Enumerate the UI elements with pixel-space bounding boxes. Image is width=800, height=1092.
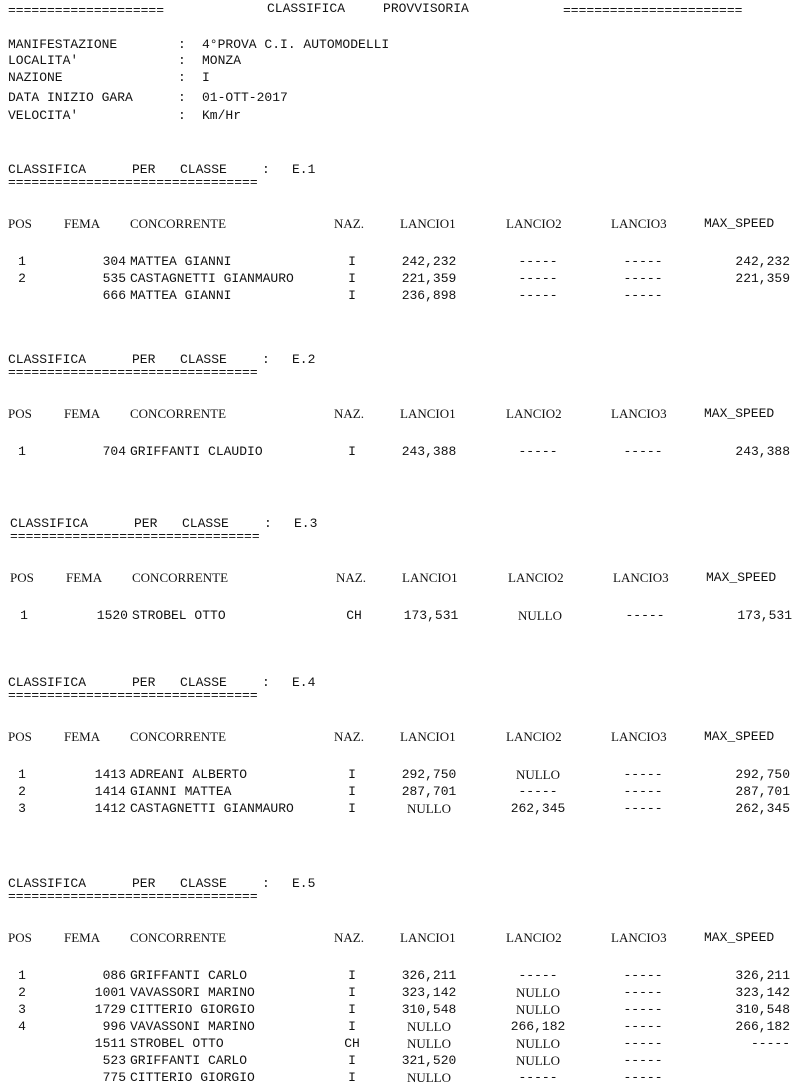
class-code: E.4 <box>292 675 316 690</box>
table-row: 666 MATTEA GIANNI I 236,898 ----- ----- <box>102 288 663 303</box>
col-lancio2: LANCIO2 <box>506 729 562 744</box>
class-section-e4 <box>8 675 798 835</box>
table-row: 775 CITTERIO GIORGIO I NULLO ----- ----- <box>102 1070 663 1085</box>
col-pos: POS <box>8 406 32 421</box>
meta-label: MANIFESTAZIONE <box>8 37 118 52</box>
title-word-provvisoria: PROVVISORIA <box>383 1 469 16</box>
meta-row-data-inizio: DATA INIZIO GARA : 01-OTT-2017 <box>8 90 288 105</box>
col-max-speed: MAX_SPEED <box>704 729 775 744</box>
col-concorrente: CONCORRENTE <box>130 729 227 744</box>
table-row: 2 1414 GIANNI MATTEA I 287,701 ----- ----- 287,701 <box>18 784 790 799</box>
col-pos: POS <box>8 729 32 744</box>
col-pos: POS <box>8 930 32 945</box>
class-code: E.3 <box>294 516 318 531</box>
section-heading: CLASSIFICA PER CLASSE : E.2 <box>8 352 316 367</box>
col-concorrente: CONCORRENTE <box>130 930 227 945</box>
results-rows <box>8 444 798 461</box>
column-header-row <box>8 729 798 744</box>
table-row: 1 086 GRIFFANTI CARLO I 326,211 ----- ----- 326,211 <box>18 968 790 983</box>
table-row: 1 704 GRIFFANTI CLAUDIO I 243,388 ----- ----- 243,388 <box>18 444 790 459</box>
col-max-speed: MAX_SPEED <box>706 570 777 585</box>
meta-row-nazione: NAZIONE : I <box>8 70 210 85</box>
column-header-row <box>8 930 798 945</box>
meta-label: DATA INIZIO GARA <box>8 90 133 105</box>
meta-row-manifestazione: MANIFESTAZIONE : 4°PROVA C.I. AUTOMODELLI <box>8 37 390 52</box>
col-naz: NAZ. <box>334 216 364 231</box>
meta-label: NAZIONE <box>8 70 63 85</box>
table-row: 1511 STROBEL OTTO CH NULLO NULLO ----- ----- <box>94 1036 790 1051</box>
meta-value: MONZA <box>202 53 242 68</box>
col-naz: NAZ. <box>334 729 364 744</box>
col-fema: FEMA <box>64 406 101 421</box>
meta-value: 4°PROVA C.I. AUTOMODELLI <box>202 37 390 52</box>
page-title <box>267 1 469 16</box>
col-naz: NAZ. <box>336 570 366 585</box>
table-row: 2 1001 VAVASSORI MARINO I 323,142 NULLO ----- 323,142 <box>18 985 790 1000</box>
col-fema: FEMA <box>64 216 101 231</box>
col-lancio2: LANCIO2 <box>506 216 562 231</box>
section-heading: CLASSIFICA PER CLASSE : E.4 <box>8 675 316 690</box>
col-lancio2: LANCIO2 <box>508 570 564 585</box>
col-lancio3: LANCIO3 <box>611 729 667 744</box>
table-row: 2 535 CASTAGNETTI GIANMAURO I 221,359 ----- ----- 221,359 <box>18 271 790 286</box>
section-rule: ================================ <box>8 365 258 380</box>
column-header-row <box>10 570 800 585</box>
class-section-e3 <box>10 516 800 676</box>
col-naz: NAZ. <box>334 930 364 945</box>
col-fema: FEMA <box>64 729 101 744</box>
table-row: 1 1520 STROBEL OTTO CH 173,531 NULLO ----- 173,531 <box>20 608 792 623</box>
col-pos: POS <box>10 570 34 585</box>
table-row: 3 1412 CASTAGNETTI GIANMAURO I NULLO 262,345 ----- 262,345 <box>18 801 790 816</box>
table-row: 4 996 VAVASSONI MARINO I NULLO 266,182 ----- 266,182 <box>18 1019 790 1034</box>
results-rows <box>10 608 800 625</box>
col-lancio2: LANCIO2 <box>506 406 562 421</box>
meta-row-velocita: VELOCITA' : Km/Hr <box>8 108 242 123</box>
section-rule: ================================ <box>8 688 258 703</box>
meta-value: I <box>202 70 210 85</box>
class-section-e5 <box>8 876 798 1092</box>
col-fema: FEMA <box>66 570 103 585</box>
section-rule: ================================ <box>10 529 260 544</box>
section-heading: CLASSIFICA PER CLASSE : E.5 <box>8 876 316 891</box>
table-row: 1 304 MATTEA GIANNI I 242,232 ----- ----- 242,232 <box>18 254 790 269</box>
col-lancio3: LANCIO3 <box>613 570 669 585</box>
col-concorrente: CONCORRENTE <box>130 406 227 421</box>
col-pos: POS <box>8 216 32 231</box>
col-naz: NAZ. <box>334 406 364 421</box>
col-lancio1: LANCIO1 <box>400 406 456 421</box>
header-rule-right: ======================= <box>563 3 743 18</box>
class-code: E.5 <box>292 876 316 891</box>
section-rule: ================================ <box>8 175 258 190</box>
column-header-row <box>8 216 798 231</box>
table-row: 1 1413 ADREANI ALBERTO I 292,750 NULLO ----- 292,750 <box>18 767 790 782</box>
results-rows <box>8 254 798 305</box>
section-heading: CLASSIFICA PER CLASSE : E.3 <box>10 516 318 531</box>
table-row: 3 1729 CITTERIO GIORGIO I 310,548 NULLO ----- 310,548 <box>18 1002 790 1017</box>
class-code: E.2 <box>292 352 316 367</box>
section-heading: CLASSIFICA PER CLASSE : E.1 <box>8 162 316 177</box>
col-lancio1: LANCIO1 <box>400 216 456 231</box>
title-word-classifica: CLASSIFICA <box>267 1 346 16</box>
col-max-speed: MAX_SPEED <box>704 406 775 421</box>
col-fema: FEMA <box>64 930 101 945</box>
table-row: 523 GRIFFANTI CARLO I 321,520 NULLO ----- <box>102 1053 663 1068</box>
col-concorrente: CONCORRENTE <box>132 570 229 585</box>
class-section-e1 <box>8 162 798 322</box>
class-section-e2 <box>8 352 798 512</box>
header-rule-left: ==================== <box>8 3 165 18</box>
col-lancio3: LANCIO3 <box>611 406 667 421</box>
section-rule: ================================ <box>8 889 258 904</box>
col-lancio2: LANCIO2 <box>506 930 562 945</box>
col-lancio1: LANCIO1 <box>400 930 456 945</box>
col-max-speed: MAX_SPEED <box>704 930 775 945</box>
col-lancio3: LANCIO3 <box>611 216 667 231</box>
col-lancio1: LANCIO1 <box>400 729 456 744</box>
results-rows <box>8 767 798 818</box>
column-header-row <box>8 406 798 421</box>
meta-label: LOCALITA' <box>8 53 79 68</box>
meta-row-localita: LOCALITA' : MONZA <box>8 53 242 68</box>
meta-label: VELOCITA' <box>8 108 79 123</box>
col-concorrente: CONCORRENTE <box>130 216 227 231</box>
meta-value: Km/Hr <box>202 108 242 123</box>
col-max-speed: MAX_SPEED <box>704 216 775 231</box>
class-code: E.1 <box>292 162 316 177</box>
col-lancio3: LANCIO3 <box>611 930 667 945</box>
meta-value: 01-OTT-2017 <box>202 90 288 105</box>
results-rows <box>8 968 798 1087</box>
col-lancio1: LANCIO1 <box>402 570 458 585</box>
